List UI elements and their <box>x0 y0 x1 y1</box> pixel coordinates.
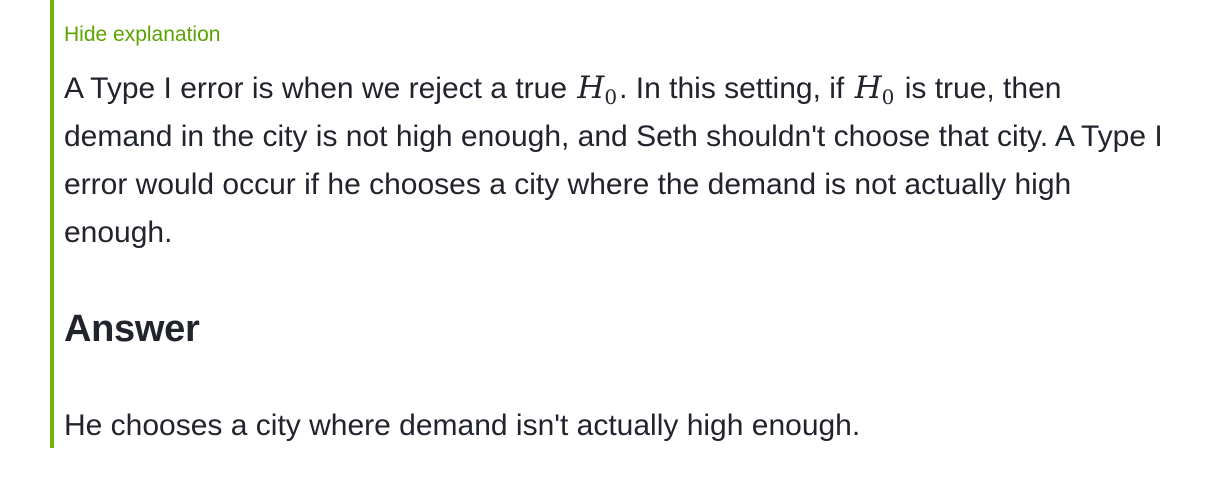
explanation-part-1: A Type I error is when we reject a true <box>64 72 576 105</box>
math-letter: H <box>577 70 605 106</box>
math-h0 <box>575 70 619 109</box>
math-h0 <box>853 70 897 109</box>
answer-text: He chooses a city where demand isn't actually high enough. <box>64 409 861 442</box>
answer-heading: Answer <box>64 308 200 350</box>
hide-explanation-link[interactable]: Hide explanation <box>64 23 221 46</box>
explanation-part-2: . In this setting, if <box>619 72 853 105</box>
math-subscript: 0 <box>881 85 895 109</box>
math-letter: H <box>854 70 882 106</box>
explanation-text <box>64 64 1174 257</box>
explanation-panel <box>50 0 1190 448</box>
math-subscript: 0 <box>604 85 618 109</box>
explanation-part-3: is true, then demand in the city is not high enough, and Seth shouldn't choose that city. A Type I error would occur if he chooses a city where the demand is not actually high enough. <box>64 72 1163 249</box>
